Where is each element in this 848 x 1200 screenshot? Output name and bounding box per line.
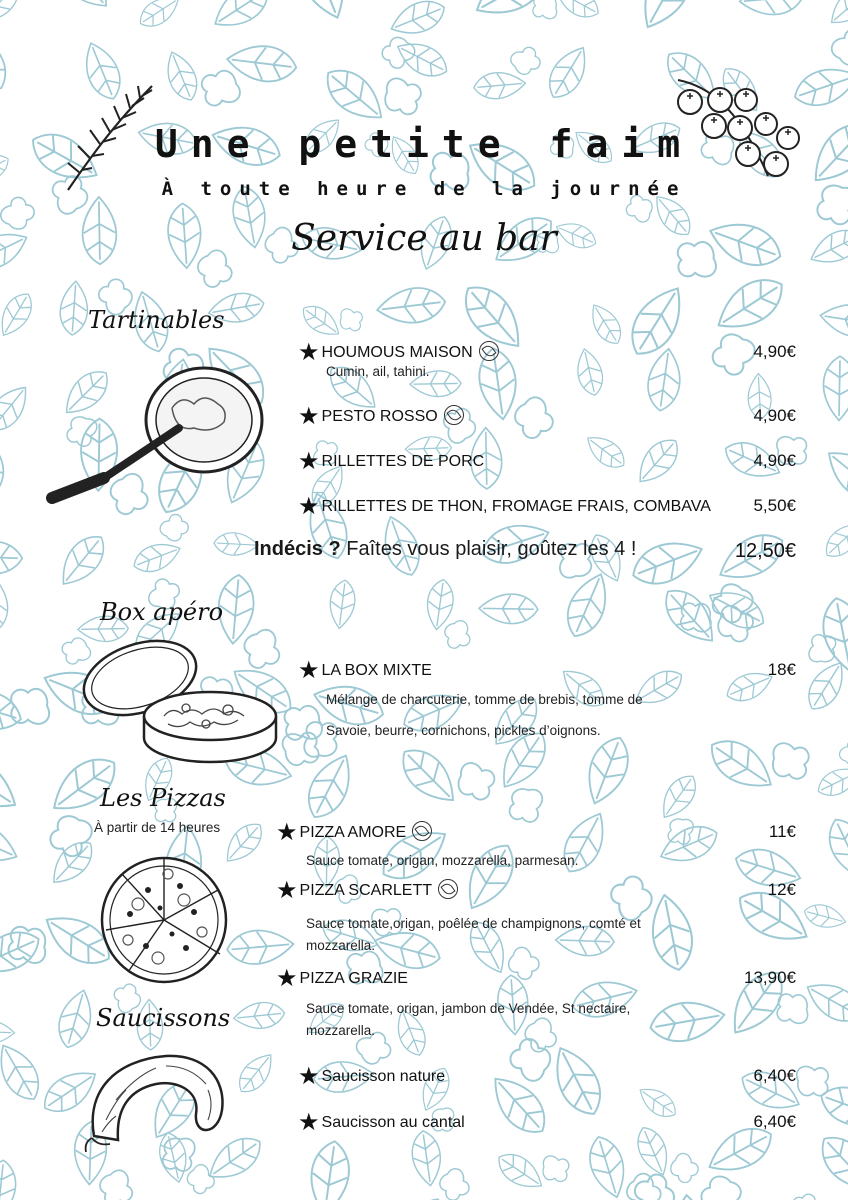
hop-leaf-decoration bbox=[134, 0, 184, 33]
price-pizza-amore: 11€ bbox=[768, 822, 796, 841]
hop-leaf-decoration bbox=[0, 1038, 47, 1107]
hop-leaf-decoration bbox=[688, 269, 809, 382]
hop-leaf-decoration bbox=[528, 0, 604, 42]
hop-leaf-decoration bbox=[0, 923, 46, 983]
hop-leaf-decoration bbox=[821, 801, 848, 904]
desc-pizza-grazie: Sauce tomate, origan, jambon de Vendée, St nectaire, mozzarella. bbox=[306, 1001, 631, 1038]
hop-leaf-decoration bbox=[0, 815, 23, 872]
indecis-text: Faîtes vous plaisir, goûtez les 4 ! bbox=[346, 538, 637, 560]
star-icon: ★ bbox=[276, 877, 298, 904]
hop-leaf-decoration bbox=[471, 46, 543, 100]
hop-leaf-decoration bbox=[392, 34, 453, 83]
hop-leaf-decoration bbox=[122, 511, 199, 577]
hop-leaf-decoration bbox=[738, 0, 804, 17]
hop-leaf-decoration bbox=[456, 837, 523, 917]
hop-leaf-decoration bbox=[674, 573, 770, 659]
price-rillettes-thon: 5,50€ bbox=[753, 496, 796, 515]
hop-leaf-decoration bbox=[207, 0, 276, 37]
hop-leaf-decoration bbox=[634, 1081, 681, 1123]
rosemary-illustration bbox=[60, 78, 160, 198]
hop-leaf-decoration bbox=[232, 1048, 280, 1099]
hop-leaf-decoration bbox=[291, 0, 355, 25]
star-icon: ★ bbox=[276, 819, 298, 846]
menu-item-saucisson-nature: ★ Saucisson nature bbox=[298, 1063, 446, 1090]
hop-leaf-decoration bbox=[584, 299, 627, 349]
hop-leaf-decoration bbox=[482, 1067, 555, 1143]
hop-leaf-decoration bbox=[0, 540, 23, 574]
hop-leaf-decoration bbox=[645, 769, 721, 850]
hop-leaf-decoration bbox=[0, 404, 12, 509]
tomatoes-illustration bbox=[668, 66, 808, 206]
saucisson-illustration bbox=[76, 1040, 236, 1160]
menu-item-pizza-grazie: ★ PIZZA GRAZIE bbox=[276, 965, 408, 992]
pizza-illustration bbox=[98, 850, 238, 990]
hop-leaf-decoration bbox=[160, 47, 203, 105]
pizza-hours-note: À partir de 14 heures bbox=[94, 820, 221, 835]
category-title-saucissons: Saucissons bbox=[96, 1004, 231, 1032]
menu-item-pizza-scarlett: ★ PIZZA SCARLETT bbox=[276, 876, 458, 905]
hop-leaf-decoration bbox=[823, 356, 848, 421]
hop-leaf-decoration bbox=[232, 1000, 285, 1031]
hop-leaf-decoration bbox=[655, 819, 723, 871]
hop-leaf-decoration bbox=[805, 737, 848, 802]
menu-item-houmous: ★ HOUMOUS MAISON bbox=[298, 338, 499, 367]
indecis-label: Indécis ? bbox=[254, 538, 341, 560]
desc-pizza-amore: Sauce tomate, origan, mozzarella, parmesan. bbox=[306, 853, 579, 868]
category-title-tartinables: Tartinables bbox=[88, 306, 225, 334]
price-pizza-scarlett: 12€ bbox=[767, 880, 796, 899]
hop-leaf-decoration bbox=[630, 432, 686, 491]
price-saucisson-nature: 6,40€ bbox=[753, 1066, 796, 1085]
star-icon: ★ bbox=[298, 493, 320, 520]
service-heading: Service au bar bbox=[291, 218, 557, 259]
category-title-pizzas: Les Pizzas bbox=[100, 784, 226, 812]
hop-leaf-decoration bbox=[0, 288, 38, 342]
hop-leaf-decoration bbox=[556, 1181, 667, 1200]
hop-leaf-decoration bbox=[0, 0, 26, 30]
hop-leaf-decoration bbox=[52, 528, 113, 594]
menu-item-saucisson-cantal: ★ Saucisson au cantal bbox=[298, 1109, 465, 1136]
hop-leaf-decoration bbox=[306, 1139, 353, 1200]
hop-leaf-decoration bbox=[819, 516, 848, 563]
hop-leaf-decoration bbox=[213, 532, 259, 557]
price-pizza-grazie: 13,90€ bbox=[744, 968, 796, 987]
star-icon: ★ bbox=[298, 1109, 320, 1136]
price-indecis: 12,50€ bbox=[734, 540, 796, 562]
indecis-offer bbox=[254, 538, 636, 561]
hop-leaf-decoration bbox=[581, 429, 631, 474]
hop-leaf-decoration bbox=[802, 901, 848, 933]
page-title: Une petite faim bbox=[154, 122, 694, 166]
hop-leaf-decoration bbox=[422, 578, 478, 650]
star-icon: ★ bbox=[298, 339, 320, 366]
star-icon: ★ bbox=[276, 965, 298, 992]
hop-leaf-decoration bbox=[815, 1079, 848, 1136]
hop-leaf-decoration bbox=[823, 0, 848, 32]
hop-leaf-decoration bbox=[369, 0, 459, 72]
hop-leaf-decoration bbox=[0, 581, 11, 634]
desc-houmous: Cumin, ail, tahini. bbox=[326, 364, 430, 379]
hop-leaf-decoration bbox=[468, 0, 555, 27]
hop-leaf-decoration bbox=[647, 996, 727, 1046]
hop-leaf-decoration bbox=[327, 579, 357, 630]
leaf-icon bbox=[438, 879, 458, 899]
category-title-box-apero: Box apéro bbox=[100, 598, 224, 626]
star-icon: ★ bbox=[298, 1063, 320, 1090]
hop-leaf-decoration bbox=[44, 834, 100, 891]
hop-leaf-decoration bbox=[492, 1128, 574, 1200]
hop-leaf-decoration bbox=[645, 347, 685, 413]
hop-leaf-decoration bbox=[812, 1127, 848, 1200]
box-illustration bbox=[78, 636, 278, 766]
price-pesto: 4,90€ bbox=[753, 406, 796, 425]
star-icon: ★ bbox=[298, 657, 320, 684]
hop-leaf-decoration bbox=[627, 532, 708, 592]
hop-leaf-decoration bbox=[621, 278, 694, 364]
hop-leaf-decoration bbox=[375, 285, 447, 327]
menu-item-pesto: ★ PESTO ROSSO bbox=[298, 402, 464, 431]
price-houmous: 4,90€ bbox=[753, 342, 796, 361]
hop-leaf-decoration bbox=[818, 300, 848, 341]
desc-box-mixte: Mélange de charcuterie, tomme de brebis, tomme de Savoie, beurre, cornichons, pickles d’oignons. bbox=[326, 692, 643, 738]
menu-item-pizza-amore: ★ PIZZA AMORE bbox=[276, 818, 432, 847]
hop-leaf-decoration bbox=[59, 280, 90, 336]
menu-item-rillettes-thon: ★ RILLETTES DE THON, FROMAGE FRAIS, COMBAVA bbox=[298, 493, 711, 520]
hop-leaf-decoration bbox=[818, 595, 848, 675]
price-box-mixte: 18€ bbox=[767, 660, 796, 679]
menu-item-rillettes-porc: ★ RILLETTES DE PORC bbox=[298, 448, 485, 475]
price-saucisson-cantal: 6,40€ bbox=[753, 1112, 796, 1131]
price-rillettes-porc: 4,90€ bbox=[753, 451, 796, 470]
hop-leaf-decoration bbox=[0, 747, 25, 821]
hop-leaf-decoration bbox=[789, 1193, 842, 1200]
hop-leaf-decoration bbox=[0, 1020, 15, 1044]
leaf-icon bbox=[412, 821, 432, 841]
hop-leaf-decoration bbox=[0, 379, 36, 438]
desc-pizza-scarlett: Sauce tomate,origan, poêlée de champignons, comté et mozzarella. bbox=[306, 916, 641, 953]
hop-leaf-decoration bbox=[631, 0, 701, 36]
star-icon: ★ bbox=[298, 403, 320, 430]
leaf-icon bbox=[444, 405, 464, 425]
hop-leaf-decoration bbox=[541, 40, 595, 104]
leaf-icon bbox=[479, 341, 499, 361]
hop-leaf-decoration bbox=[702, 705, 816, 812]
hop-leaf-decoration bbox=[0, 5, 15, 113]
page-subtitle: À toute heure de la journée bbox=[161, 178, 687, 200]
spread-bowl-illustration bbox=[44, 360, 274, 510]
hop-leaf-decoration bbox=[0, 1159, 44, 1200]
hop-leaf-decoration bbox=[51, 0, 117, 17]
hop-leaf-decoration bbox=[583, 1124, 664, 1200]
hop-leaf-decoration bbox=[573, 346, 607, 398]
star-icon: ★ bbox=[298, 448, 320, 475]
hop-leaf-decoration bbox=[199, 39, 298, 115]
hop-leaf-decoration bbox=[479, 594, 538, 624]
menu-item-box-mixte: ★ LA BOX MIXTE bbox=[298, 657, 432, 684]
hop-leaf-decoration bbox=[818, 440, 848, 510]
